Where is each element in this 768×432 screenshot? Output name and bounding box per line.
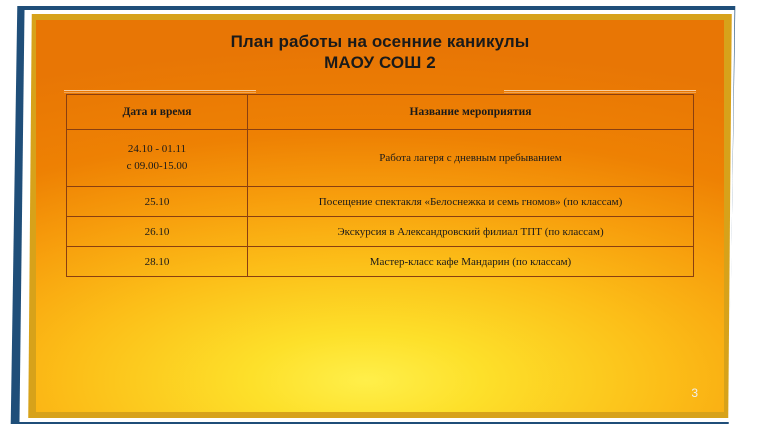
cell-event: Мастер-класс кафе Мандарин (по классам) — [248, 247, 694, 277]
cell-date: 26.10 — [67, 217, 248, 247]
slide-number: 3 — [691, 386, 698, 400]
decorative-rule-left — [64, 90, 256, 91]
schedule-table — [66, 94, 694, 277]
table-row — [67, 247, 694, 277]
cell-date: 25.10 — [67, 187, 248, 217]
decorative-rule-right — [504, 90, 696, 91]
slide-content — [36, 20, 724, 412]
cell-date-line-2: с 09.00-15.00 — [126, 160, 188, 172]
column-header-date: Дата и время — [67, 95, 248, 130]
title-line-1: План работы на осенние каникулы — [230, 32, 530, 51]
table-row — [67, 187, 694, 217]
column-header-event: Название мероприятия — [248, 95, 694, 130]
decorative-rule-right-secondary — [504, 92, 696, 93]
table-row — [67, 217, 694, 247]
schedule-table-wrapper — [66, 94, 694, 277]
cell-date-line-1: 24.10 - 01.11 — [127, 143, 187, 155]
title-line-2: МАОУ СОШ 2 — [324, 53, 436, 72]
table-row — [67, 130, 694, 187]
cell-event: Экскурсия в Александровский филиал ТПТ (по классам) — [248, 217, 694, 247]
cell-date: 28.10 — [67, 247, 248, 277]
cell-event: Посещение спектакля «Белоснежка и семь гномов» (по классам) — [248, 187, 694, 217]
table-header-row — [67, 95, 694, 130]
cell-date — [67, 130, 248, 187]
cell-event: Работа лагеря с дневным пребыванием — [248, 130, 694, 187]
page-title — [36, 31, 724, 73]
decorative-rule-left-secondary — [64, 92, 256, 93]
